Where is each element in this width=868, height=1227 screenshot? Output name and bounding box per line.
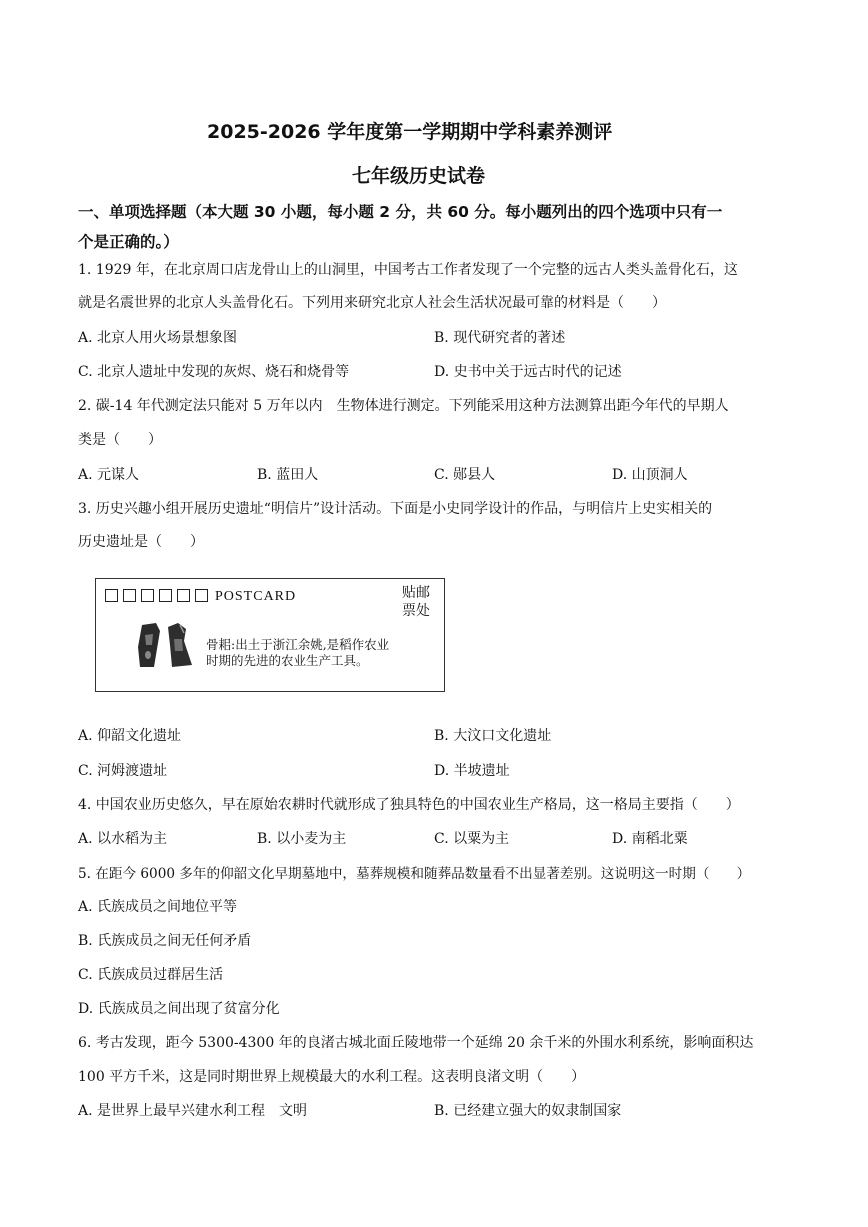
q6-option-a: A. 是世界上最早兴建水利工程 文明 (78, 1103, 308, 1119)
q4-option-d: D. 南稻北粟 (612, 831, 688, 847)
q6-option-b: B. 已经建立强大的奴隶制国家 (434, 1103, 622, 1119)
postcard-caption: 骨耜:出土于浙江余姚,是稻作农业时期的先进的农业生产工具。 (206, 637, 390, 668)
q3-option-d: D. 半坡遗址 (434, 763, 510, 779)
section-heading-line1: 一、单项选择题（本大题 30 小题，每小题 2 分，共 60 分。每小题列出的四个选项中只有一 (78, 203, 723, 221)
q2-option-a: A. 元谋人 (78, 467, 140, 483)
postcode-box (141, 589, 154, 602)
q2-option-c: C. 郧县人 (434, 467, 496, 483)
exam-subtitle: 七年级历史试卷 (352, 165, 486, 187)
q1-option-c: C. 北京人遗址中发现的灰烬、烧石和烧骨等 (78, 364, 350, 380)
q1-option-b: B. 现代研究者的著述 (434, 330, 566, 346)
stamp-area-label: 贴邮票处 (402, 585, 430, 619)
q1-option-d: D. 史书中关于远古时代的记述 (434, 364, 622, 380)
q3-option-b: B. 大汶口文化遗址 (434, 728, 552, 744)
q3-stem-line1: 3. 历史兴趣小组开展历史遗址“明信片”设计活动。下面是小史同学设计的作品，与明信片上史实相关的 (78, 501, 713, 517)
exam-title: 2025-2026 学年度第一学期期中学科素养测评 (207, 121, 613, 143)
postcode-box (195, 589, 208, 602)
q1-stem-line2: 就是名震世界的北京人头盖骨化石。下列用来研究北京人社会生活状况最可靠的材料是（ ） (78, 295, 666, 311)
q3-option-a: A. 仰韶文化遗址 (78, 728, 182, 744)
postcode-box (159, 589, 172, 602)
postcode-box (177, 589, 190, 602)
q5-option-d: D. 氏族成员之间出现了贫富分化 (78, 1001, 280, 1017)
q1-stem-line1: 1. 1929 年，在北京周口店龙骨山上的山洞里，中国考古工作者发现了一个完整的远古人类头盖骨化石，这 (78, 262, 738, 278)
q6-stem-line1: 6. 考古发现，距今 5300-4300 年的良渚古城北面丘陵地带一个延绵 20 余千米的外围水利系统，影响面积达 (78, 1035, 754, 1051)
q2-option-d: D. 山顶洞人 (612, 467, 688, 483)
section-heading-line2: 个是正确的。） (78, 233, 179, 251)
postcode-box (105, 589, 118, 602)
q4-stem-line1: 4. 中国农业历史悠久，早在原始农耕时代就形成了独具特色的中国农业生产格局，这一格局主要指（ ） (78, 797, 740, 813)
postcode-boxes (105, 586, 296, 605)
postcard-label: POSTCARD (215, 589, 297, 604)
q5-option-b: B. 氏族成员之间无任何矛盾 (78, 933, 252, 949)
q4-option-b: B. 以小麦为主 (257, 831, 347, 847)
postcode-box (123, 589, 136, 602)
q4-option-c: C. 以粟为主 (434, 831, 510, 847)
q6-stem-line2: 100 平方千米，这是同时期世界上规模最大的水利工程。这表明良渚文明（ ） (78, 1069, 586, 1085)
q5-option-a: A. 氏族成员之间地位平等 (78, 899, 238, 915)
q2-option-b: B. 蓝田人 (257, 467, 319, 483)
q5-stem-line1: 5. 在距今 6000 多年的仰韶文化早期墓地中，墓葬规模和随葬品数量看不出显著差别。这说明这一时期（ ） (78, 866, 751, 882)
q3-stem-line2: 历史遗址是（ ） (78, 534, 204, 550)
q3-option-c: C. 河姆渡遗址 (78, 763, 168, 779)
q2-stem-line2: 类是（ ） (78, 432, 162, 448)
q1-option-a: A. 北京人用火场景想象图 (78, 330, 238, 346)
q2-stem-line1: 2. 碳-14 年代测定法只能对 5 万年以内 生物体进行测定。下列能采用这种方法测算出距今年代的早期人 (78, 398, 729, 414)
postcard (95, 578, 445, 692)
bone-spade-image (136, 621, 194, 671)
q4-option-a: A. 以水稻为主 (78, 831, 168, 847)
q5-option-c: C. 氏族成员过群居生活 (78, 967, 224, 983)
